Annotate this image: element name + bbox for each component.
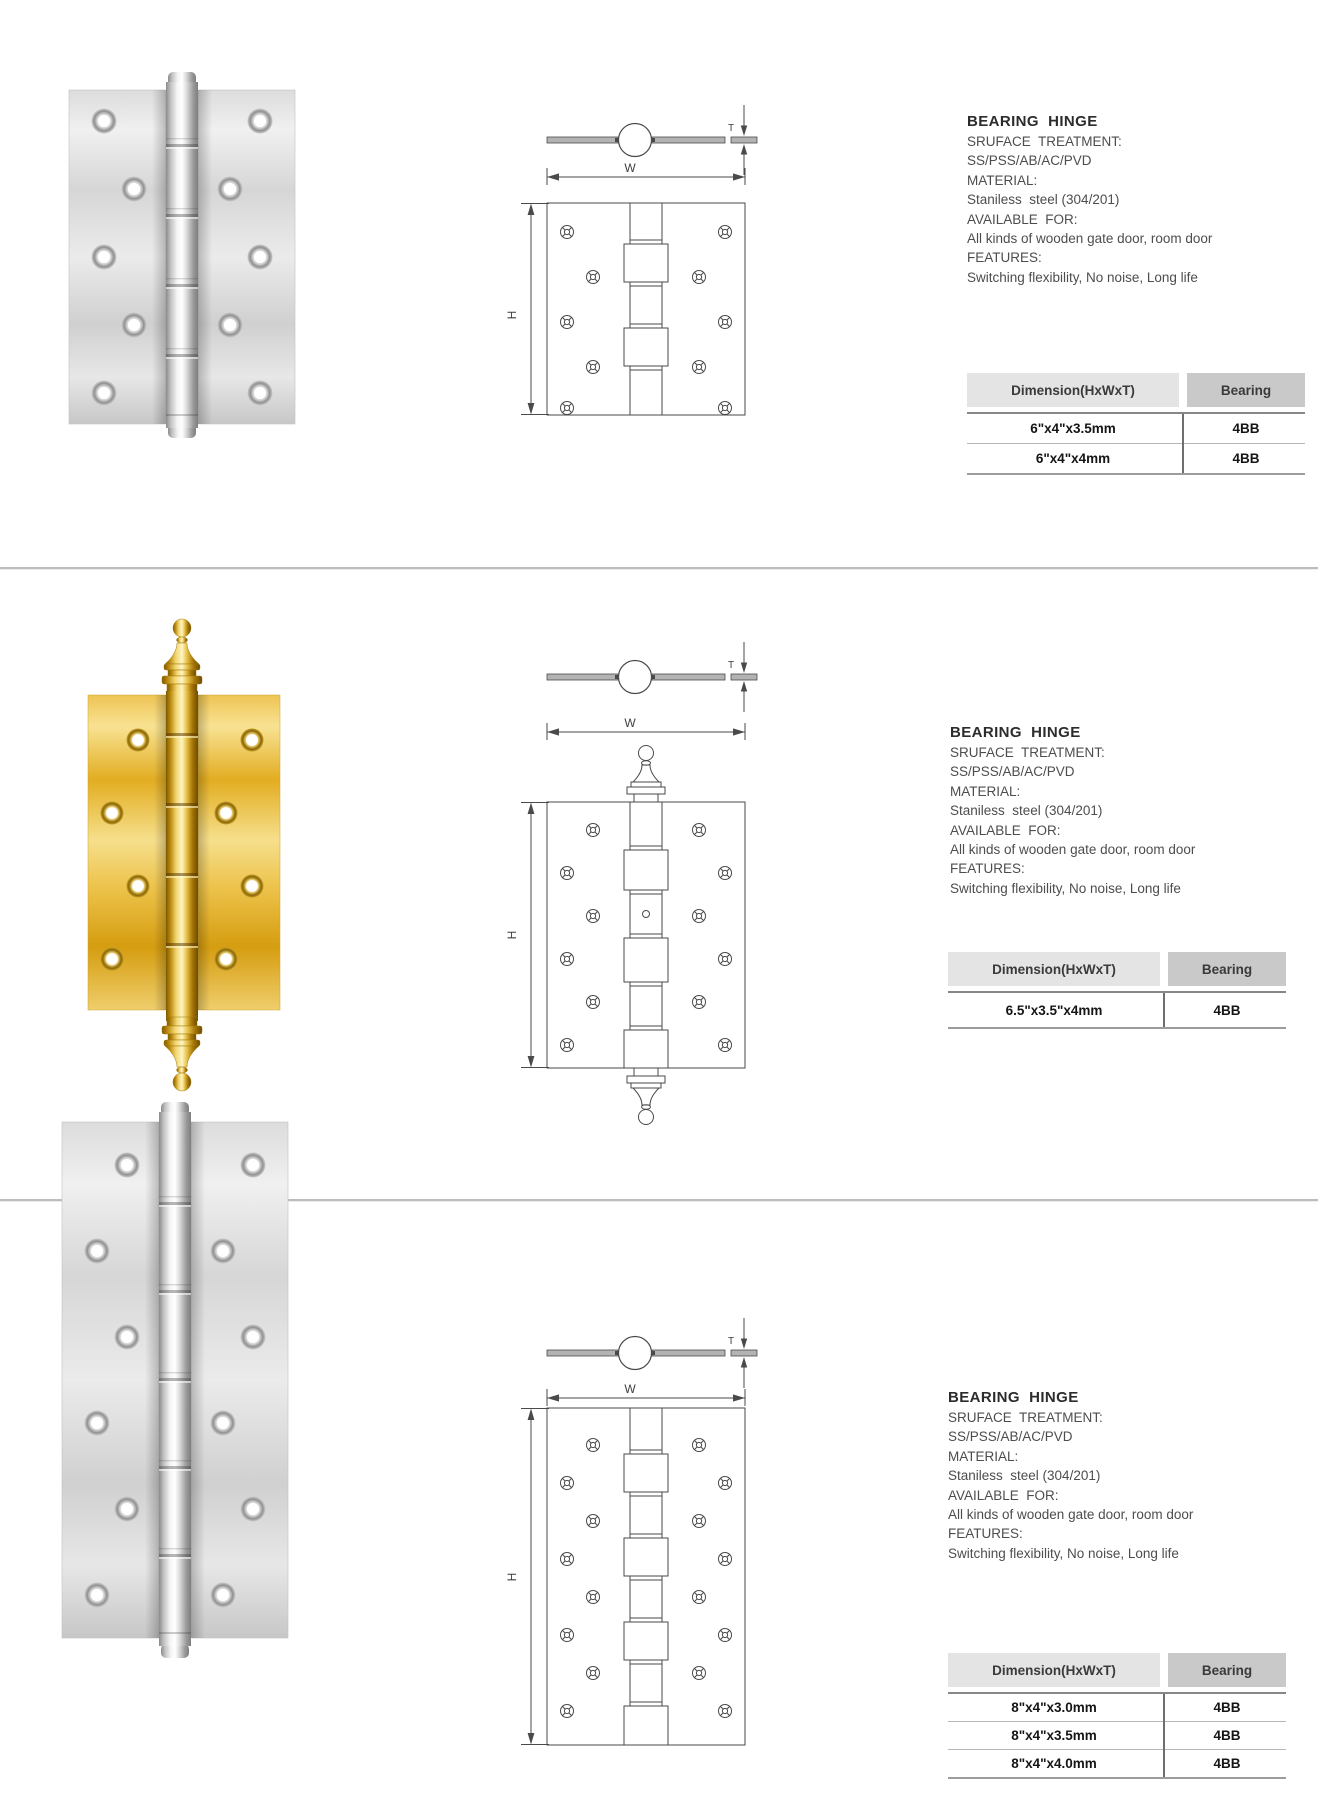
hinge-barrel (166, 691, 198, 1021)
table-row (948, 1750, 1286, 1777)
spec-line: Staniless steel (304/201) (967, 192, 1120, 208)
spec-line: Staniless steel (304/201) (948, 1468, 1101, 1484)
section-divider (0, 567, 1318, 570)
product-title: BEARING HINGE (967, 113, 1098, 130)
dimension-cell: 8"x4"x3.5mm (1011, 1728, 1097, 1743)
bearing-cell: 4BB (1213, 1756, 1241, 1771)
crown-finial-bottom (162, 1017, 202, 1091)
spec-table (948, 952, 1286, 1029)
spec-table (948, 1653, 1286, 1779)
spec-line: All kinds of wooden gate door, room door (967, 231, 1213, 247)
table-column-divider (1163, 993, 1165, 1027)
spec-line: Switching flexibility, No noise, Long life (967, 269, 1198, 285)
width-dimension (547, 168, 745, 185)
spec-line: Switching flexibility, No noise, Long life (948, 1545, 1179, 1561)
spec-line: FEATURES: (948, 1526, 1023, 1542)
thickness-label: T (728, 660, 735, 671)
product-specs (967, 112, 1312, 287)
product-specs (950, 723, 1295, 898)
table-header-dimension: Dimension(HxWxT) (967, 373, 1179, 407)
table-header-dimension: Dimension(HxWxT) (948, 1653, 1160, 1687)
top-view (547, 661, 757, 694)
spec-line: All kinds of wooden gate door, room door (950, 842, 1196, 858)
front-view (547, 802, 745, 1068)
bearing-cell: 4BB (1232, 421, 1260, 436)
spec-line: FEATURES: (950, 861, 1025, 877)
table-header-bearing: Bearing (1168, 952, 1286, 986)
dimension-cell: 8"x4"x4.0mm (1011, 1756, 1097, 1771)
spec-line: SRUFACE TREATMENT: (967, 134, 1122, 149)
height-label: H (505, 310, 519, 320)
hinge-barrel (159, 1102, 191, 1658)
width-label: W (624, 1382, 636, 1396)
table-header-bearing: Bearing (1168, 1653, 1286, 1687)
spec-line: SS/PSS/AB/AC/PVD (948, 1429, 1073, 1445)
table-row (948, 1694, 1286, 1722)
spec-line: SRUFACE TREATMENT: (950, 745, 1105, 760)
front-view (547, 1408, 745, 1745)
table-row (967, 414, 1305, 444)
product-title: BEARING HINGE (948, 1389, 1079, 1406)
height-label: H (505, 1572, 519, 1582)
spec-line: SS/PSS/AB/AC/PVD (967, 153, 1092, 169)
spec-line: MATERIAL: (950, 783, 1021, 799)
table-header-row (948, 952, 1286, 986)
height-dimension (521, 803, 549, 1068)
table-header-bearing: Bearing (1187, 373, 1305, 407)
height-dimension (521, 1409, 549, 1745)
height-label: H (505, 930, 519, 940)
spec-line: All kinds of wooden gate door, room door (948, 1507, 1194, 1523)
table-row (948, 993, 1286, 1027)
top-view (547, 1337, 757, 1370)
table-row (967, 444, 1305, 473)
bearing-cell: 4BB (1213, 1700, 1241, 1715)
bearing-cell: 4BB (1232, 451, 1260, 466)
width-label: W (624, 161, 636, 175)
technical-drawing-8in (445, 1285, 765, 1820)
thickness-label: T (728, 1336, 735, 1347)
table-header-row (948, 1653, 1286, 1687)
table-column-divider (1163, 1694, 1165, 1777)
spec-line: FEATURES: (967, 250, 1042, 266)
product-title: BEARING HINGE (950, 724, 1081, 741)
spec-line: SS/PSS/AB/AC/PVD (950, 764, 1075, 780)
finial-top (627, 746, 665, 803)
spec-line: AVAILABLE FOR: (950, 822, 1061, 838)
technical-drawing-brass (445, 630, 765, 1130)
spec-line: AVAILABLE FOR: (967, 211, 1078, 227)
dimension-cell: 6"x4"x4mm (1035, 451, 1111, 466)
dimension-cell: 8"x4"x3.0mm (1011, 1700, 1097, 1715)
bearing-cell: 4BB (1213, 1728, 1241, 1743)
spec-line: Staniless steel (304/201) (950, 803, 1103, 819)
product-photo-brass-hinge (72, 615, 292, 1095)
spec-line: MATERIAL: (967, 172, 1038, 188)
product-specs (948, 1388, 1293, 1563)
table-header-dimension: Dimension(HxWxT) (948, 952, 1160, 986)
thickness-label: T (728, 123, 735, 134)
dimension-cell: 6.5"x3.5"x4mm (1005, 1002, 1103, 1018)
table-row (948, 1722, 1286, 1750)
width-dimension (547, 1389, 745, 1406)
width-label: W (624, 716, 636, 730)
hinge-barrel (166, 72, 198, 438)
crown-finial-top (162, 619, 202, 693)
spec-line: MATERIAL: (948, 1448, 1019, 1464)
top-view (547, 124, 757, 157)
spec-line: AVAILABLE FOR: (948, 1487, 1059, 1503)
height-dimension (521, 204, 549, 415)
product-photo-steel-hinge-6in (62, 70, 302, 440)
dimension-cell: 6"x4"x3.5mm (1030, 421, 1116, 436)
spec-table (967, 373, 1305, 475)
table-header-row (967, 373, 1305, 407)
table-column-divider (1182, 414, 1184, 473)
finial-bottom (627, 1068, 665, 1125)
bearing-cell: 4BB (1213, 1002, 1241, 1018)
width-dimension (547, 723, 745, 740)
technical-drawing-6in (445, 85, 765, 430)
spec-line: SRUFACE TREATMENT: (948, 1410, 1103, 1425)
front-view (547, 203, 745, 417)
product-photo-steel-hinge-8in (55, 1098, 295, 1663)
spec-line: Switching flexibility, No noise, Long life (950, 880, 1181, 896)
